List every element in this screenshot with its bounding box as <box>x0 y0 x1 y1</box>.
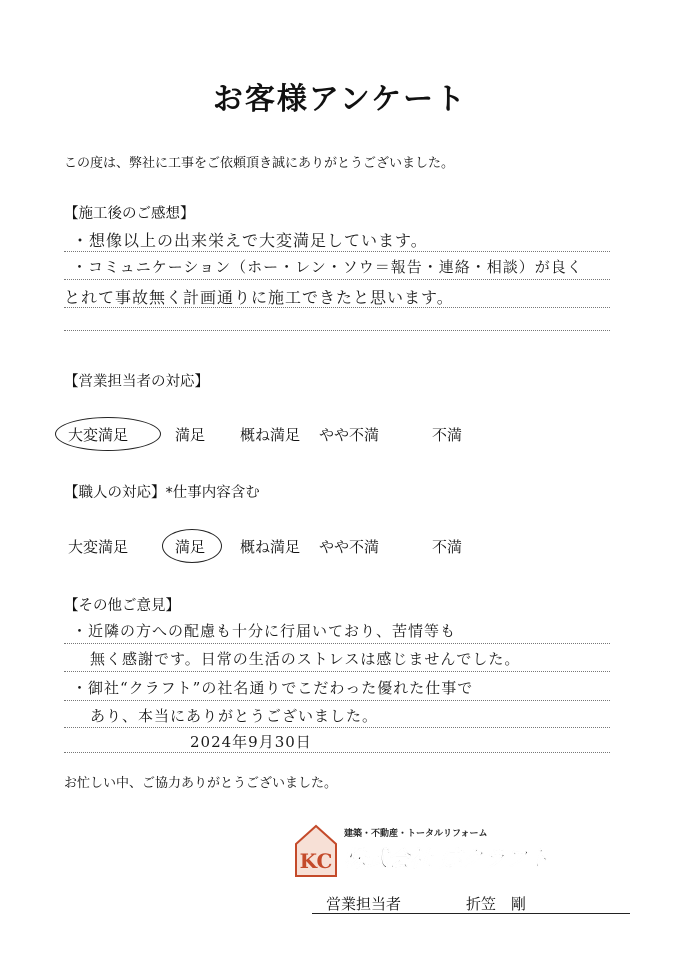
dotted-rule <box>64 330 610 331</box>
section-heading-other: 【その他ご意見】 <box>64 598 180 614</box>
handwritten-line: ・想像以上の出来栄えで大変満足しています。 <box>72 231 428 250</box>
logo-tagline: 建築・不動産・トータルリフォーム <box>344 829 488 839</box>
rating-option-mostly-satisfied: 概ね満足 <box>240 426 301 444</box>
handwritten-line: とれて事故無く計画通りに施工できたと思います。 <box>64 288 454 307</box>
signature-name: 折笠 剛 <box>466 895 527 913</box>
handwritten-date: 2024年9月30日 <box>190 733 312 751</box>
rating-option-somewhat-dissatisfied: やや不満 <box>319 538 380 556</box>
company-logo-graphic <box>292 822 632 882</box>
rating-option-dissatisfied: 不満 <box>432 538 463 556</box>
signature-label: 営業担当者 <box>326 895 402 913</box>
intro-text: この度は、弊社に工事をご依頼頂き誠にありがとうございました。 <box>64 156 455 171</box>
dotted-rule <box>64 700 610 701</box>
section-heading-craftsmen: 【職人の対応】*仕事内容含む <box>64 485 260 501</box>
rating-option-dissatisfied: 不満 <box>432 426 463 444</box>
logo-company-name: 株式会社 建クラフト <box>344 847 550 872</box>
handwritten-line: 無く感謝です。日常の生活のストレスは感じませんでした。 <box>90 650 521 668</box>
dotted-rule <box>64 251 610 252</box>
dotted-rule <box>64 307 610 308</box>
rating-option-somewhat-dissatisfied: やや不満 <box>319 426 380 444</box>
dotted-rule <box>64 671 610 672</box>
company-logo <box>292 822 632 886</box>
handwritten-line: ・近隣の方への配慮も十分に行届いており、苦情等も <box>72 622 457 640</box>
rating-option-satisfied: 満足 <box>175 538 206 556</box>
section-heading-impressions: 【施工後のご感想】 <box>64 206 195 222</box>
dotted-rule <box>64 279 610 280</box>
rating-option-satisfied: 満足 <box>175 426 206 444</box>
closing-text: お忙しい中、ご協力ありがとうございました。 <box>64 776 338 791</box>
handwritten-line: ・コミュニケーション（ホー・レン・ソウ＝報告・連絡・相談）が良く <box>72 258 583 276</box>
rating-option-mostly-satisfied: 概ね満足 <box>240 538 301 556</box>
section-heading-sales-rep: 【営業担当者の対応】 <box>64 374 209 390</box>
dotted-rule <box>64 727 610 728</box>
rating-option-very-satisfied: 大変満足 <box>68 538 129 556</box>
dotted-rule <box>64 752 610 753</box>
rating-option-very-satisfied: 大変満足 <box>68 426 129 444</box>
dotted-rule <box>64 643 610 644</box>
handwritten-line: ・御社“クラフト”の社名通りでこだわった優れた仕事で <box>72 679 474 697</box>
signature-line <box>312 913 630 914</box>
handwritten-line: あり、本当にありがとうございました。 <box>90 707 379 725</box>
logo-mark: KC <box>299 849 333 873</box>
page-title: お客様アンケート <box>212 82 468 117</box>
